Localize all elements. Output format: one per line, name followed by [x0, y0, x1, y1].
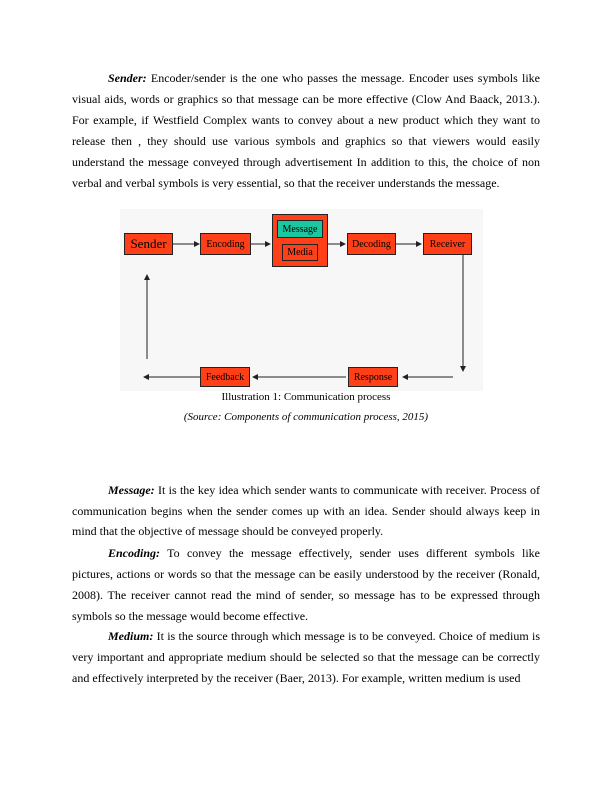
label-receiver: Receiver: [429, 238, 466, 250]
paragraph-medium: [72, 626, 540, 689]
label-message: Message: [282, 223, 318, 235]
box-receiver: [423, 233, 472, 255]
box-message-media-group: [272, 214, 328, 267]
term-encoding: Encoding:: [108, 546, 161, 560]
text-medium: It is the source through which message is to be conveyed. Choice of medium is very important and appropriate medium should be selected so that the message can be correctly and effectively interpreted by the receiver (Baer, 2013). For example, written medium is used: [72, 629, 540, 685]
label-response: Response: [353, 371, 393, 383]
paragraph-message: [72, 480, 540, 542]
paragraph-encoding: [72, 543, 540, 627]
term-sender: Sender:: [108, 71, 147, 85]
term-medium: Medium:: [108, 629, 154, 643]
figure-source: (Source: Components of communication process, 2015): [183, 411, 429, 423]
box-message: [277, 220, 323, 238]
box-encoding: [200, 233, 251, 255]
box-media: [282, 244, 318, 261]
figure-caption: Illustration 1: Communication process: [221, 391, 391, 403]
text-encoding: To convey the message effectively, sender uses different symbols like pictures, actions or words so that the message can be easily understood by the receiver (Ronald, 2008). The receiver cannot read the mind of sender, so message has to be expressed through symbols so the message would become effective.: [72, 546, 540, 623]
box-sender: [124, 233, 173, 255]
communication-process-diagram: [120, 209, 483, 391]
label-sender: Sender: [130, 236, 167, 251]
box-response: [348, 367, 398, 387]
label-encoding: Encoding: [206, 238, 245, 250]
paragraph-sender: [72, 68, 540, 194]
label-media: Media: [287, 247, 313, 258]
label-feedback: Feedback: [205, 371, 245, 383]
term-message: Message:: [108, 483, 155, 497]
label-decoding: Decoding: [352, 238, 391, 250]
text-sender: Encoder/sender is the one who passes the message. Encoder uses symbols like visual aids, words or graphics so that message can be more effective (Clow And Baack, 2013.). For example, if Westfield Complex wants to convey about a new product which they want to release then , they should use various symbols and graphics so that viewers would easily understand the message conveyed through advertisement In addition to this, the choice of non verbal and verbal symbols is very essential, so that the receiver understands the message.: [72, 71, 540, 190]
box-decoding: [347, 233, 396, 255]
box-feedback: [200, 367, 250, 387]
text-message: It is the key idea which sender wants to communicate with receiver. Process of communication begins when the sender comes up with an idea. Sender should always keep in mind that the objective of message should be conveyed properly.: [72, 483, 540, 538]
